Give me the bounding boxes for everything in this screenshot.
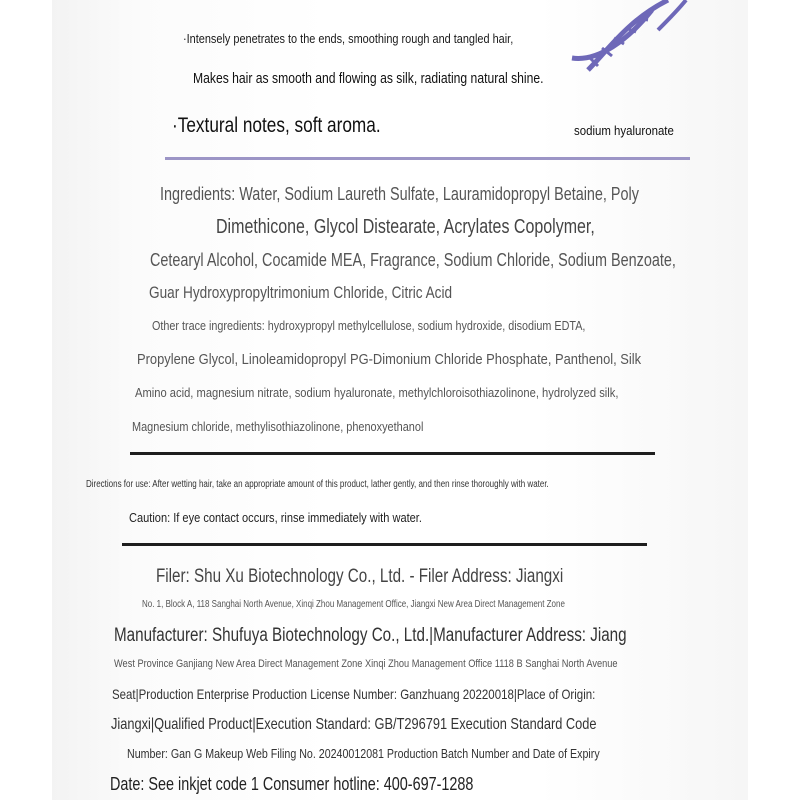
benefit-silk-shine: Makes hair as smooth and flowing as silk, radiating natural shine. [193,70,544,87]
section-divider-purple [165,157,690,160]
manufacturer-info: Manufacturer: Shufuya Biotechnology Co., Ltd.|Manufacturer Address: Jiang [114,625,627,646]
directions-for-use: Directions for use: After wetting hair, take an appropriate amount of this product, lather gently, and then rinse thoroughly with water. [86,479,549,490]
ingredients-line-2: Dimethicone, Glycol Distearate, Acrylates Copolymer, [216,216,595,238]
filer-address: No. 1, Block A, 118 Sanghai North Avenue, Xinqi Zhou Management Office, Jiangxi New Area Direct Management Zone [142,599,565,610]
benefit-smoothing: ·Intensely penetrates to the ends, smoothing rough and tangled hair, [183,31,514,46]
manufacturer-address: West Province Ganjiang New Area Direct Management Zone Xinqi Zhou Management Office 1118 B Sanghai North Avenue [114,658,618,670]
dna-helix-icon [568,0,688,72]
ingredients-line-5: Other trace ingredients: hydroxypropyl methylcellulose, sodium hydroxide, disodium EDTA, [152,318,586,333]
dna-caption: sodium hyaluronate [574,123,674,138]
caution-text: Caution: If eye contact occurs, rinse immediately with water. [129,510,422,525]
execution-standard: Jiangxi|Qualified Product|Execution Standard: GB/T296791 Execution Standard Code [111,716,597,733]
filing-number: Number: Gan G Makeup Web Filing No. 20240012081 Production Batch Number and Date of Expiry [127,746,600,761]
consumer-hotline: Date: See inkjet code 1 Consumer hotline: 400-697-1288 [110,774,474,794]
ingredients-line-4: Guar Hydroxypropyltrimonium Chloride, Citric Acid [149,283,453,302]
ingredients-line-1: Ingredients: Water, Sodium Laureth Sulfate, Lauramidopropyl Betaine, Poly [160,184,639,204]
filer-info: Filer: Shu Xu Biotechnology Co., Ltd. - Filer Address: Jiangxi [156,566,564,587]
label-panel [52,0,748,800]
section-divider-2 [122,543,647,546]
production-license: Seat|Production Enterprise Production License Number: Ganzhuang 20220018|Place of Origin: [112,686,596,702]
ingredients-line-6: Propylene Glycol, Linoleamidopropyl PG-Dimonium Chloride Phosphate, Panthenol, Silk [137,351,642,368]
benefit-aroma: ·Textural notes, soft aroma. [172,114,381,137]
ingredients-line-3: Cetearyl Alcohol, Cocamide MEA, Fragrance, Sodium Chloride, Sodium Benzoate, [150,250,676,270]
section-divider-1 [130,452,655,455]
ingredients-line-8: Magnesium chloride, methylisothiazolinone, phenoxyethanol [132,419,424,434]
ingredients-line-7: Amino acid, magnesium nitrate, sodium hyaluronate, methylchloroisothiazolinone, hydrolyzed silk, [135,385,619,400]
